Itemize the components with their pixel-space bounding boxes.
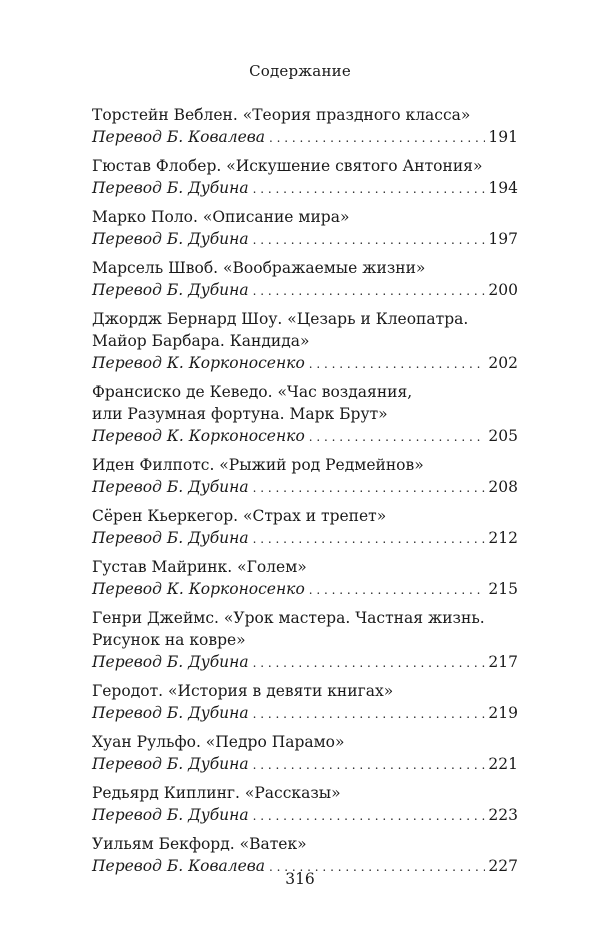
entry-title-line: Редьярд Киплинг. «Рассказы» — [92, 784, 341, 802]
entry-title-line: Хуан Рульфо. «Педро Парамо» — [92, 733, 345, 751]
entry-translator: Перевод Б. Дубина — [92, 755, 249, 773]
entry-leader-row — [92, 527, 518, 550]
toc-entry — [92, 731, 518, 776]
entry-leader-row — [92, 279, 518, 302]
entry-translator: Перевод Б. Ковалева — [92, 128, 266, 146]
dot-leader — [253, 754, 486, 776]
entry-title-line: Майор Барбара. Кандида» — [92, 332, 310, 350]
entry-page-number: 191 — [488, 128, 518, 146]
entry-title-line: Генри Джеймс. «Урок мастера. Частная жизнь. — [92, 609, 485, 627]
toc-entry — [92, 607, 518, 674]
entry-leader-row — [92, 753, 518, 776]
entry-translator: Перевод Б. Дубина — [92, 281, 249, 299]
entry-title-line: Рисунок на ковре» — [92, 631, 246, 649]
entry-leader-row — [92, 228, 518, 251]
entry-page-number: 205 — [488, 427, 518, 445]
dot-leader — [309, 579, 486, 601]
running-head: Содержание — [249, 62, 351, 80]
entry-page-number: 200 — [488, 281, 518, 299]
entry-title-line: Густав Майринк. «Голем» — [92, 558, 307, 576]
entry-translator: Перевод Б. Дубина — [92, 179, 249, 197]
entry-translator: Перевод К. Корконосенко — [92, 580, 305, 598]
dot-leader — [253, 652, 486, 674]
dot-leader — [253, 528, 486, 550]
entry-page-number: 217 — [488, 653, 518, 671]
entry-title-line: Гюстав Флобер. «Искушение святого Антония» — [92, 157, 483, 175]
entry-page-number: 212 — [488, 529, 518, 547]
table-of-contents — [92, 104, 518, 884]
entry-translator: Перевод Б. Дубина — [92, 478, 249, 496]
toc-entry — [92, 308, 518, 375]
entry-page-number: 197 — [488, 230, 518, 248]
entry-title-line: Иден Филпотс. «Рыжий род Редмейнов» — [92, 456, 424, 474]
entry-page-number: 202 — [488, 354, 518, 372]
dot-leader — [269, 127, 485, 149]
toc-entry — [92, 680, 518, 725]
entry-title-line: Марсель Швоб. «Воображаемые жизни» — [92, 259, 426, 277]
entry-title-line: Марко Поло. «Описание мира» — [92, 208, 350, 226]
dot-leader — [309, 426, 486, 448]
entry-leader-row — [92, 804, 518, 827]
entry-title-line: Джордж Бернард Шоу. «Цезарь и Клеопатра. — [92, 310, 469, 328]
dot-leader — [253, 178, 486, 200]
dot-leader — [253, 280, 486, 302]
toc-entry — [92, 556, 518, 601]
entry-leader-row — [92, 352, 518, 375]
toc-entry — [92, 505, 518, 550]
entry-page-number: 223 — [488, 806, 518, 824]
entry-translator: Перевод Б. Дубина — [92, 653, 249, 671]
entry-page-number: 208 — [488, 478, 518, 496]
dot-leader — [253, 703, 486, 725]
entry-page-number: 219 — [488, 704, 518, 722]
entry-title-line: Франсиско де Кеведо. «Час воздаяния, — [92, 383, 413, 401]
entry-translator: Перевод Б. Дубина — [92, 230, 249, 248]
entry-translator: Перевод К. Корконосенко — [92, 354, 305, 372]
dot-leader — [253, 477, 486, 499]
entry-page-number: 194 — [488, 179, 518, 197]
entry-translator: Перевод Б. Дубина — [92, 806, 249, 824]
entry-title-line: Уильям Бекфорд. «Ватек» — [92, 835, 307, 853]
toc-entry — [92, 454, 518, 499]
page-number: 316 — [285, 870, 315, 888]
entry-leader-row — [92, 578, 518, 601]
entry-leader-row — [92, 476, 518, 499]
entry-translator: Перевод Б. Дубина — [92, 704, 249, 722]
entry-title-line: Сёрен Кьеркегор. «Страх и трепет» — [92, 507, 387, 525]
toc-entry — [92, 782, 518, 827]
entry-leader-row — [92, 425, 518, 448]
entry-title-line: Торстейн Веблен. «Теория праздного класса» — [92, 106, 471, 124]
entry-leader-row — [92, 651, 518, 674]
dot-leader — [309, 353, 486, 375]
entry-translator: Перевод Б. Дубина — [92, 529, 249, 547]
dot-leader — [253, 229, 486, 251]
entry-translator: Перевод К. Корконосенко — [92, 427, 305, 445]
toc-entry — [92, 381, 518, 448]
entry-page-number: 215 — [488, 580, 518, 598]
entry-leader-row — [92, 177, 518, 200]
entry-leader-row — [92, 702, 518, 725]
entry-title-line: или Разумная фортуна. Марк Брут» — [92, 405, 388, 423]
toc-entry — [92, 257, 518, 302]
entry-page-number: 221 — [488, 755, 518, 773]
entry-leader-row — [92, 126, 518, 149]
toc-entry — [92, 104, 518, 149]
toc-entry — [92, 155, 518, 200]
entry-title-line: Геродот. «История в девяти книгах» — [92, 682, 394, 700]
entry-translator: Перевод Б. Ковалева — [92, 857, 266, 875]
dot-leader — [253, 805, 486, 827]
toc-entry — [92, 206, 518, 251]
entry-page-number: 227 — [488, 857, 518, 875]
